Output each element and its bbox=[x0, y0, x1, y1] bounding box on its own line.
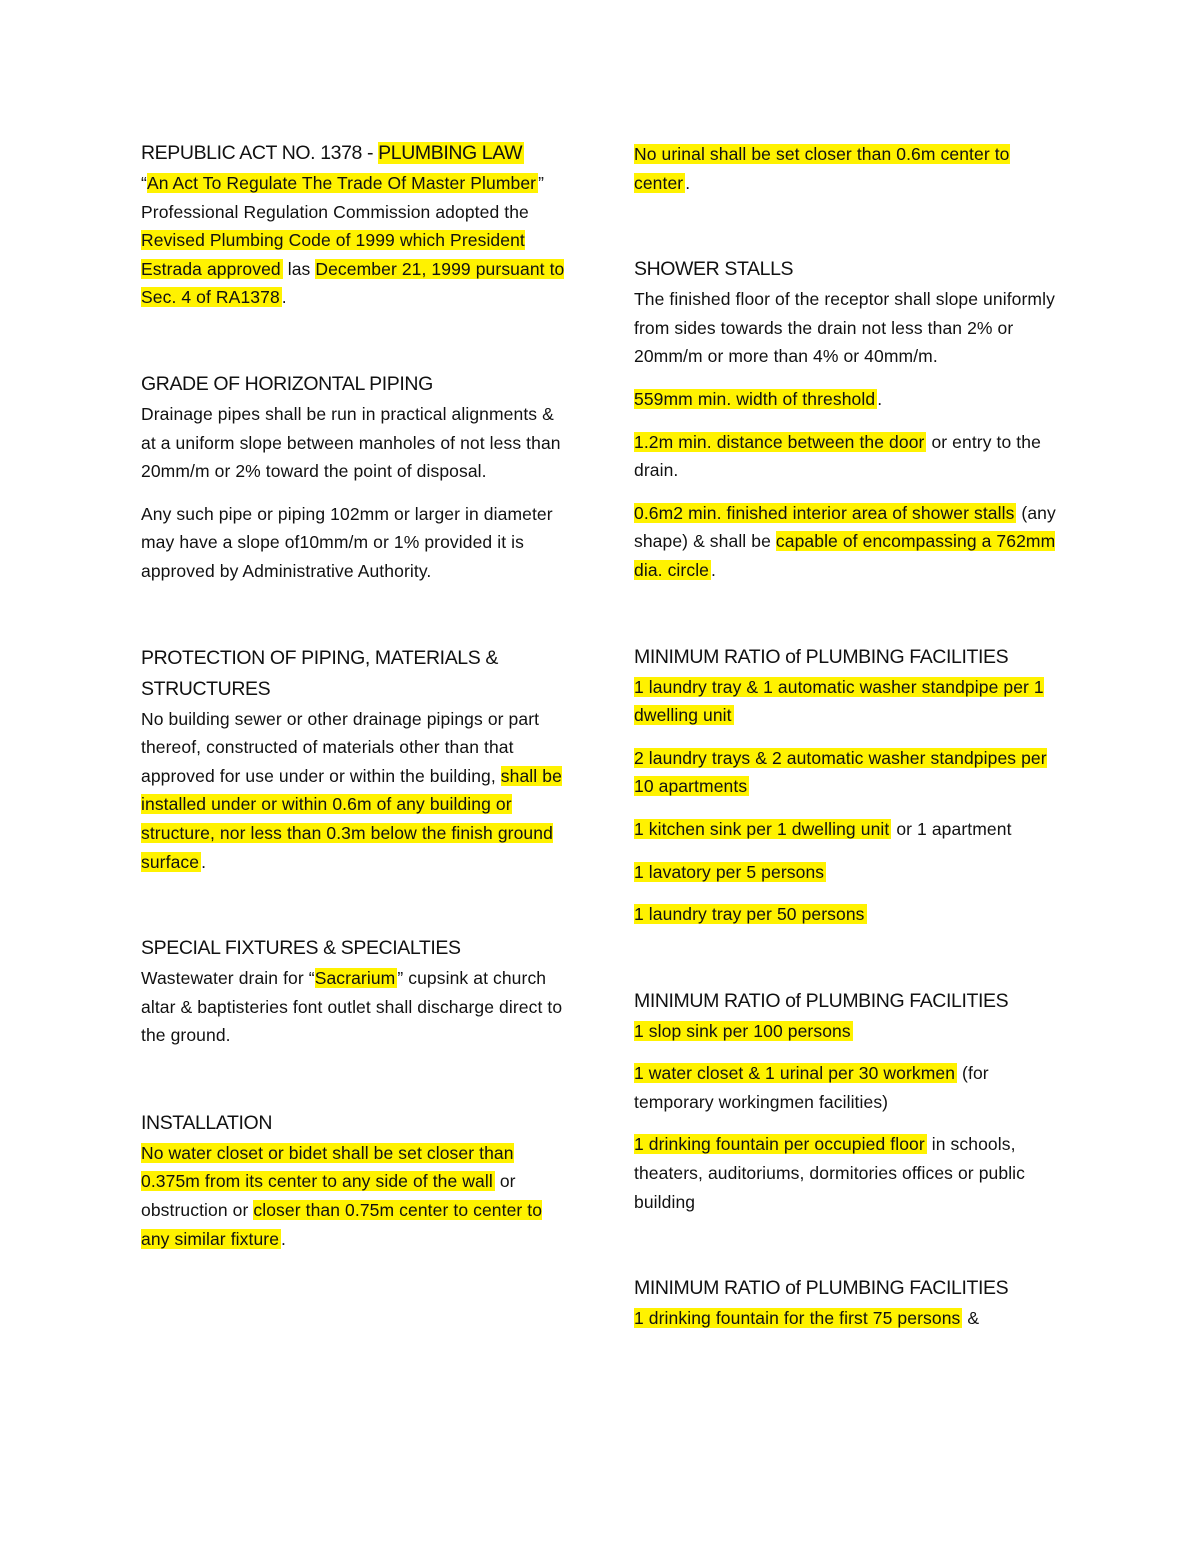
installation-highlight: No water closet or bidet shall be set closer than 0.375m from its center to any side of the wall bbox=[141, 1142, 514, 1192]
section-heading-shower: SHOWER STALLS bbox=[634, 258, 794, 281]
door-distance-highlight: 1.2m min. distance between the door bbox=[634, 431, 925, 452]
section-heading-installation: INSTALLATION bbox=[141, 1111, 273, 1134]
protection-text: . bbox=[201, 851, 207, 872]
ratio3-item bbox=[634, 1304, 1064, 1333]
special-text: Wastewater drain for “ bbox=[141, 968, 315, 989]
protection-highlight: shall be installed under or within 0.6m of any building or structure, nor less than 0.3m below the finish ground surface bbox=[141, 765, 562, 872]
threshold-text: . bbox=[877, 388, 883, 409]
urinal-highlight: No urinal shall be set closer than 0.6m center to center bbox=[634, 144, 1010, 193]
installation-highlight: closer than 0.75m center to center to any similar fixture bbox=[141, 1200, 543, 1249]
act-highlight: An Act To Regulate The Trade Of Master Plumber bbox=[146, 173, 537, 193]
ratio2-item-highlight: 1 water closet & 1 urinal per 30 workmen bbox=[634, 1063, 956, 1084]
area-text: (any shape) & shall be bbox=[634, 502, 1056, 552]
door-distance-text: or entry to the drain. bbox=[634, 431, 1041, 481]
ratio1-item bbox=[634, 673, 1064, 730]
ratio2-item bbox=[634, 1017, 1064, 1046]
ratio1-item bbox=[634, 815, 1064, 844]
section-heading-grade: GRADE OF HORIZONTAL PIPING bbox=[141, 372, 433, 395]
section-heading-ratio-2: MINIMUM RATIO of PLUMBING FACILITIES bbox=[634, 989, 1009, 1012]
circle-highlight: capable of encompassing a 762mm dia. circle bbox=[634, 531, 1056, 580]
ratio1-item-highlight: 1 laundry tray & 1 automatic washer standpipe per 1 dwelling unit bbox=[634, 676, 1044, 726]
ratio2-item bbox=[634, 1130, 1064, 1216]
open-quote: “ bbox=[141, 173, 147, 193]
ratio1-item-text: or 1 apartment bbox=[891, 818, 1012, 839]
protection-text: No building sewer or other drainage pipings or part thereof, constructed of materials other than that approved for use under or within the building, bbox=[141, 708, 540, 786]
ratio2-item-highlight: 1 slop sink per 100 persons bbox=[634, 1020, 851, 1041]
ratio3-item-text: & bbox=[962, 1308, 980, 1329]
right-column bbox=[634, 138, 1064, 1333]
title-highlight: PLUMBING LAW bbox=[378, 142, 523, 164]
left-column bbox=[141, 138, 571, 1253]
shower-paragraph-1: The finished floor of the receptor shall slope uniformly from sides towards the drain not less than 2% or 20mm/m or more than 4% or 40mm/m. bbox=[634, 289, 1055, 367]
ratio2-item-highlight: 1 drinking fountain per occupied floor bbox=[634, 1134, 925, 1155]
grade-paragraph-2: Any such pipe or piping 102mm or larger in diameter may have a slope of10mm/m or 1% provided it is approved by Administrative Authority. bbox=[141, 503, 553, 581]
ratio1-item bbox=[634, 858, 1064, 887]
special-highlight: Sacrarium bbox=[314, 968, 396, 989]
document-title bbox=[141, 138, 571, 169]
ratio1-item-highlight: 1 laundry tray per 50 persons bbox=[634, 904, 865, 925]
shower-threshold bbox=[634, 385, 1064, 414]
close-quote: ” bbox=[538, 173, 545, 193]
prc-text: . bbox=[281, 287, 287, 308]
urinal-text: . bbox=[685, 172, 691, 193]
threshold-highlight: 559mm min. width of threshold bbox=[634, 388, 876, 409]
installation-text: . bbox=[281, 1228, 287, 1249]
installation-paragraph bbox=[141, 1139, 571, 1253]
ratio2-item-text: in schools, theaters, auditoriums, dormitories offices or public building bbox=[634, 1134, 1026, 1212]
grade-paragraph-1: Drainage pipes shall be run in practical alignments & at a uniform slope between manholes of not less than 20mm/m or 2% toward the point of disposal. bbox=[141, 403, 561, 482]
title-text: REPUBLIC ACT NO. 1378 - bbox=[141, 142, 379, 164]
ratio2-item bbox=[634, 1059, 1064, 1116]
ratio1-item bbox=[634, 900, 1064, 929]
prc-highlight-date: December 21, 1999 pursuant to Sec. 4 of RA1378 bbox=[141, 258, 565, 308]
installation-text: or obstruction or bbox=[141, 1171, 516, 1221]
prc-highlight-code: Revised Plumbing Code of 1999 which President Estrada approved bbox=[141, 230, 525, 279]
urinal-paragraph bbox=[634, 140, 1064, 197]
special-paragraph bbox=[141, 964, 571, 1050]
area-text: . bbox=[711, 559, 716, 580]
special-text: ” cupsink at church altar & baptisteries font outlet shall discharge direct to the ground. bbox=[141, 968, 563, 1046]
ratio2-item-text: (for temporary workingmen facilities) bbox=[634, 1063, 989, 1112]
section-heading-ratio-3: MINIMUM RATIO of PLUMBING FACILITIES bbox=[634, 1277, 1009, 1300]
prc-text: Professional Regulation Commission adopted the bbox=[141, 201, 529, 222]
area-highlight: 0.6m2 min. finished interior area of shower stalls bbox=[634, 502, 1015, 523]
act-description bbox=[141, 169, 571, 198]
section-heading-special: SPECIAL FIXTURES & SPECIALTIES bbox=[141, 937, 461, 960]
prc-paragraph bbox=[141, 198, 571, 312]
shower-area bbox=[634, 499, 1064, 585]
prc-text: las bbox=[282, 258, 316, 279]
protection-paragraph bbox=[141, 705, 571, 877]
ratio3-item-highlight: 1 drinking fountain for the first 75 persons bbox=[634, 1308, 961, 1329]
ratio1-item bbox=[634, 744, 1064, 801]
section-heading-ratio-1: MINIMUM RATIO of PLUMBING FACILITIES bbox=[634, 645, 1009, 668]
section-heading-protection: PROTECTION OF PIPING, MATERIALS & STRUCTURES bbox=[141, 646, 498, 700]
ratio1-item-highlight: 2 laundry trays & 2 automatic washer standpipes per 10 apartments bbox=[634, 747, 1047, 797]
ratio1-item-highlight: 1 lavatory per 5 persons bbox=[634, 861, 825, 882]
shower-door-distance bbox=[634, 428, 1064, 485]
ratio1-item-highlight: 1 kitchen sink per 1 dwelling unit bbox=[634, 818, 890, 839]
